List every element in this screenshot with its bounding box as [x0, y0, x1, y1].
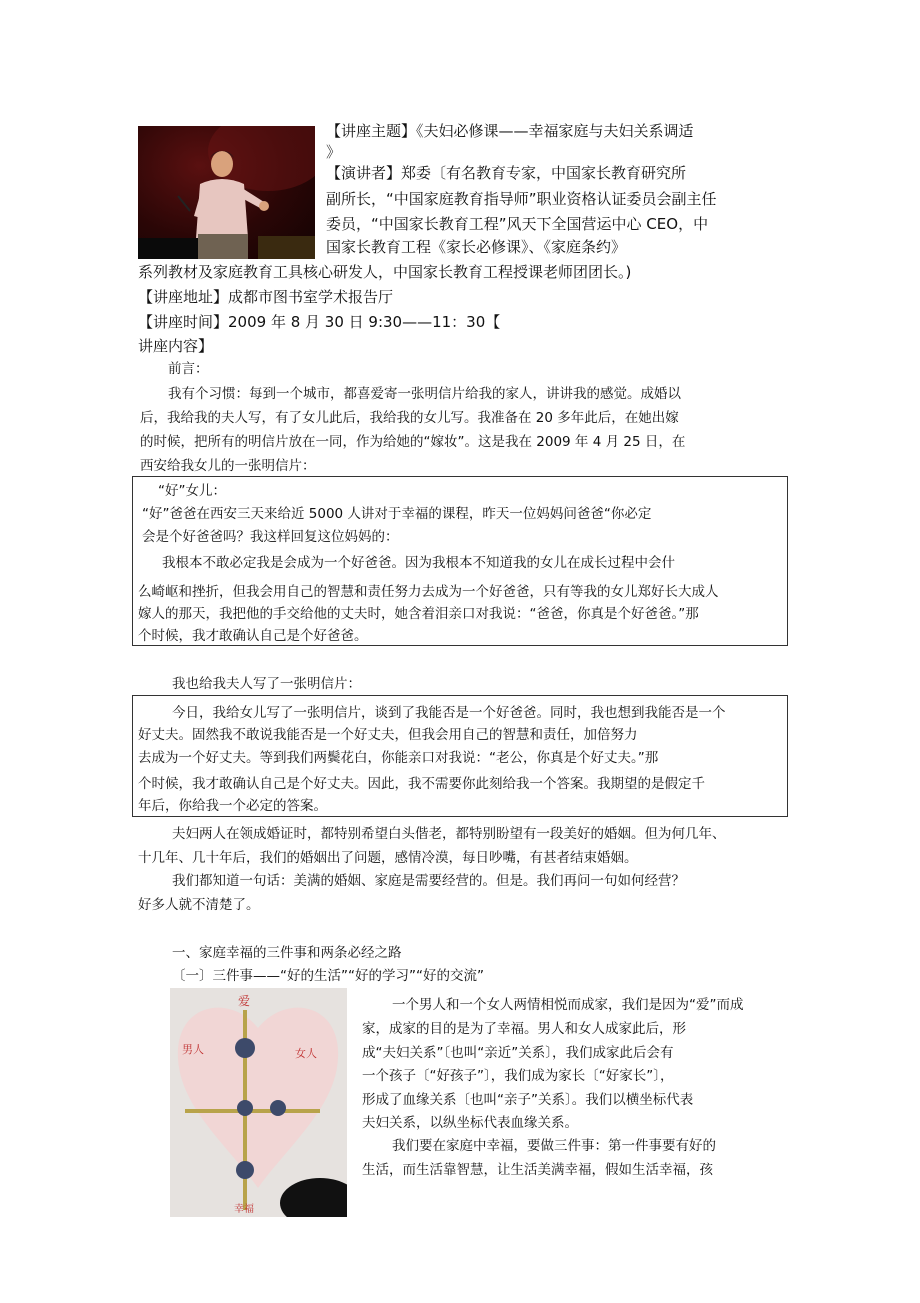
section-line: 一个孩子〔“好孩子”〕，我们成为家长〔“好家长”〕，: [362, 1068, 674, 1084]
postcard-line: 会是个好爸爸吗？我这样回复这位妈妈的：: [142, 529, 399, 545]
section-line: 夫妇关系，以纵坐标代表血缘关系。: [362, 1115, 578, 1131]
wife-intro: 我也给我夫人写了一张明信片：: [172, 676, 361, 692]
lecture-address: 【讲座地址】成都市图书室学术报告厅: [138, 288, 394, 306]
postcard-line: 我根本不敢必定我是会成为一个好爸爸。因为我根本不知道我的女儿在成长过程中会什: [162, 555, 675, 571]
section-line: 我们要在家庭中幸福，要做三件事：第一件事要有好的: [392, 1138, 716, 1154]
lecture-topic: 【讲座主题】《夫妇必修课——幸福家庭与夫妇关系调适: [326, 122, 694, 140]
postcard-line: 个时候，我才敢确认自己是个好爸爸。: [138, 628, 368, 644]
speaker-line: 副所长，“中国家庭教育指导师”职业资格认证委员会副主任: [326, 190, 717, 208]
diagram-label-right: 女人: [295, 1047, 317, 1060]
postcard-wife-line: 个时候，我才敢确认自己是个好丈夫。因此，我不需要你此刻给我一个答案。我期望的是假定千: [138, 776, 705, 792]
postcard-wife-line: 年后，你给我一个必定的答案。: [138, 798, 327, 814]
preface-line: 我有个习惯：每到一个城市，都喜爱寄一张明信片给我的家人，讲讲我的感觉。成婚以: [168, 386, 681, 402]
postcard-line: 么崎岖和挫折，但我会用自己的智慧和责任努力去成为一个好爸爸，只有等我的女儿郑好长大成人: [138, 584, 719, 600]
postcard-line: “好”爸爸在西安三天来给近 5000 人讲对于幸福的课程，昨天一位妈妈问爸爸“你必定: [142, 506, 652, 522]
diagram-label-left: 男人: [182, 1043, 204, 1056]
speaker-figure: [138, 126, 315, 259]
diagram-label-top: 爱: [238, 994, 251, 1008]
body-line: 夫妇两人在领成婚证时，都特别希望白头偕老，都特别盼望有一段美好的婚姻。但为何几年、: [172, 826, 726, 842]
postcard-line: 嫁人的那天，我把他的手交给他的丈夫时，她含着泪亲口对我说：“爸爸，你真是个好爸爸。”那: [138, 606, 699, 622]
speaker-line: 国家长教育工程《家长必修课》、《家庭条约》: [326, 238, 627, 256]
speaker-line: 委员，“中国家长教育工程”风天下全国营运中心 CEO，中: [326, 215, 709, 233]
speaker-tail: 系列教材及家庭教育工具核心研发人，中国家长教育工程授课老师团团长。): [138, 263, 632, 281]
preface-label: 前言：: [168, 361, 209, 377]
speaker-line: 【演讲者】郑委〔有名教育专家，中国家长教育研究所: [326, 164, 687, 182]
heart-cross-diagram: [170, 988, 347, 1217]
section-line: 形成了血缘关系〔也叫“亲子”关系〕。我们以横坐标代表: [362, 1092, 694, 1108]
section-title: 一、家庭幸福的三件事和两条必经之路: [172, 945, 402, 961]
preface-line: 西安给我女儿的一张明信片：: [140, 458, 316, 474]
body-line: 十几年、几十年后，我们的婚姻出了问题，感情冷漠，每日吵嘴，有甚者结束婚姻。: [138, 850, 638, 866]
postcard-wife-line: 去成为一个好丈夫。等到我们两鬓花白，你能亲口对我说：“老公，你真是个好丈夫。”那: [138, 750, 659, 766]
section-line: 家，成家的目的是为了幸福。男人和女人成家此后，形: [362, 1021, 686, 1037]
lecture-time: 【讲座时间】2009 年 8 月 30 日 9:30——11：30【: [138, 313, 501, 331]
preface-line: 后，我给我的夫人写，有了女儿此后，我给我的女儿写。我准备在 20 多年此后，在她出嫁: [140, 410, 679, 426]
postcard-line: “好”女儿：: [158, 483, 226, 499]
preface-line: 的时候，把所有的明信片放在一同，作为给她的“嫁妆”。这是我在 2009 年 4 月 25 日，在: [140, 434, 686, 450]
body-line: 我们都知道一句话：美满的婚姻、家庭是需要经营的。但是。我们再问一句如何经营？: [172, 873, 685, 889]
family-diagram-photo: [170, 988, 347, 1217]
body-line: 好多人就不清楚了。: [138, 897, 260, 913]
section-subtitle: 〔一〕三件事——“好的生活”“好的学习”“好的交流”: [172, 968, 484, 984]
section-line: 成“夫妇关系”〔也叫“亲近”关系〕，我们成家此后会有: [362, 1045, 674, 1061]
section-line: 一个男人和一个女人两情相悦而成家，我们是因为“爱”而成: [392, 997, 744, 1013]
section-line: 生活，而生活靠智慧，让生活美满幸福，假如生活幸福，孩: [362, 1162, 713, 1178]
diagram-label-bottom: 幸福: [234, 1204, 254, 1215]
postcard-wife-line: 今日，我给女儿写了一张明信片，谈到了我能否是一个好爸爸。同时，我也想到我能否是一个: [172, 705, 726, 721]
content-label: 讲座内容】: [138, 337, 214, 355]
speaker-photo: [138, 126, 315, 259]
lecture-topic-end: 》: [326, 143, 342, 161]
postcard-wife-line: 好丈夫。固然我不敢说我能否是一个好丈夫，但我会用自己的智慧和责任，加倍努力: [138, 727, 638, 743]
